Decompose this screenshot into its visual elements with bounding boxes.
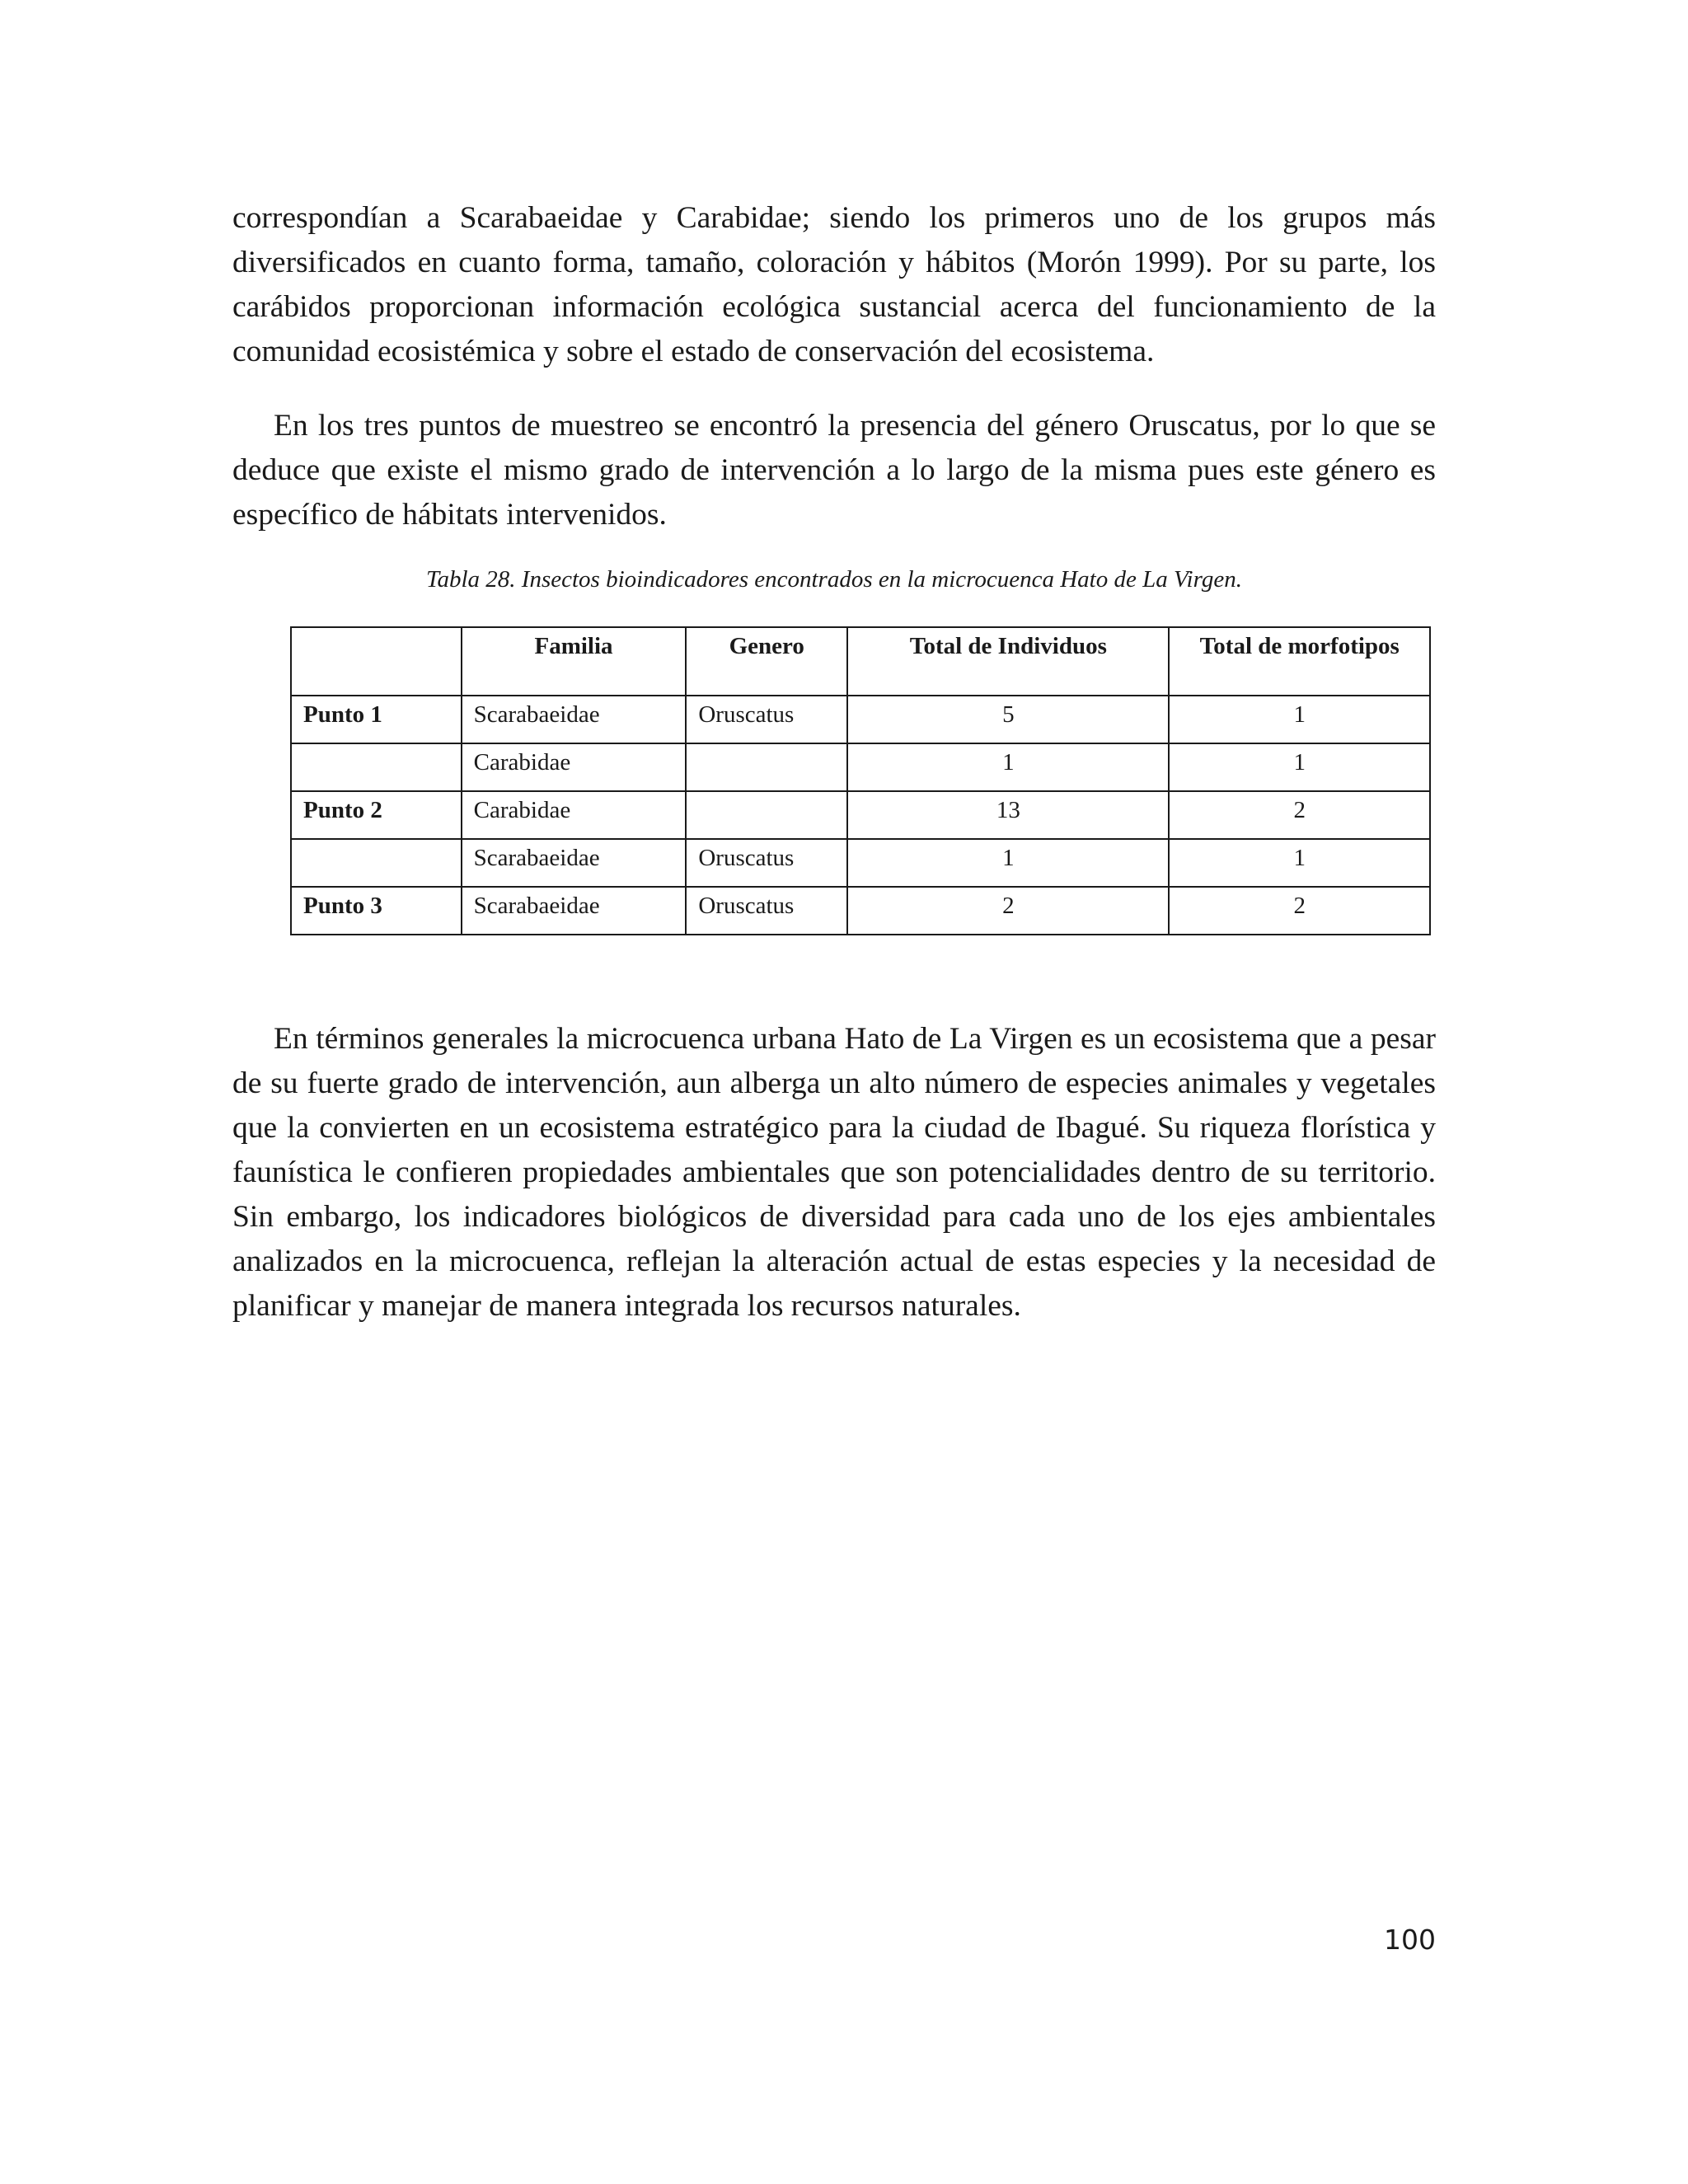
familia-cell: Carabidae: [462, 791, 687, 839]
individuos-cell: 2: [847, 887, 1169, 935]
table-row: [291, 887, 1430, 935]
table-row: [291, 839, 1430, 887]
table-row: [291, 791, 1430, 839]
row-label-cell: Punto 2: [291, 791, 462, 839]
page-number: 100: [1384, 1924, 1436, 1956]
genero-cell: Oruscatus: [686, 887, 847, 935]
paragraph-conclusion: En términos generales la microcuenca urbana Hato de La Virgen es un ecosistema que a pesar de su fuerte grado de intervención, aun alberga un alto número de especies animales y vegetales que la convierten en un ecosistema estratégico para la ciudad de Ibagué. Su riqueza florística y faunística le confieren propiedades ambientales que son potencialidades dentro de su territorio. Sin embargo, los indicadores biológicos de diversidad para cada uno de los ejes ambientales analizados en la microcuenca, reflejan la alteración actual de estas especies y la necesidad de planificar y manejar de manera integrada los recursos naturales.: [232, 1022, 1436, 1323]
morfotipos-cell: 2: [1169, 791, 1430, 839]
header-cell-familia: Familia: [462, 627, 687, 696]
familia-cell: Scarabaeidae: [462, 887, 687, 935]
familia-cell: Carabidae: [462, 743, 687, 791]
genero-cell: Oruscatus: [686, 839, 847, 887]
row-label-cell: Punto 1: [291, 696, 462, 743]
header-cell-total-morfotipos: Total de morfotipos: [1169, 627, 1430, 696]
individuos-cell: 13: [847, 791, 1169, 839]
morfotipos-cell: 2: [1169, 887, 1430, 935]
genero-cell: [686, 791, 847, 839]
header-cell-genero: Genero: [686, 627, 847, 696]
row-label-cell: [291, 743, 462, 791]
table-header-row: [291, 627, 1430, 696]
header-cell-total-individuos: Total de Individuos: [847, 627, 1169, 696]
table-row: [291, 696, 1430, 743]
table-row: [291, 743, 1430, 791]
morfotipos-cell: 1: [1169, 743, 1430, 791]
genero-cell: Oruscatus: [686, 696, 847, 743]
genero-cell: [686, 743, 847, 791]
paragraph-oruscatus: En los tres puntos de muestreo se encontró la presencia del género Oruscatus, por lo que se deduce que existe el mismo grado de intervención a lo largo de la misma pues este género es específico de hábitats intervenidos.: [232, 409, 1436, 532]
row-label-cell: [291, 839, 462, 887]
individuos-cell: 5: [847, 696, 1169, 743]
morfotipos-cell: 1: [1169, 839, 1430, 887]
morfotipos-cell: 1: [1169, 696, 1430, 743]
bioindicator-table: [290, 626, 1431, 935]
individuos-cell: 1: [847, 839, 1169, 887]
row-label-cell: Punto 3: [291, 887, 462, 935]
table-caption: Tabla 28. Insectos bioindicadores encontrados en la microcuenca Hato de La Virgen.: [426, 566, 1242, 593]
header-cell-empty: [291, 627, 462, 696]
paragraph-intro: correspondían a Scarabaeidae y Carabidae; siendo los primeros uno de los grupos más diversificados en cuanto forma, tamaño, coloración y hábitos (Morón 1999). Por su parte, los carábidos proporcionan información ecológica sustancial acerca del funcionamiento de la comunidad ecosistémica y sobre el estado de conservación del ecosistema.: [232, 201, 1436, 368]
familia-cell: Scarabaeidae: [462, 839, 687, 887]
familia-cell: Scarabaeidae: [462, 696, 687, 743]
individuos-cell: 1: [847, 743, 1169, 791]
